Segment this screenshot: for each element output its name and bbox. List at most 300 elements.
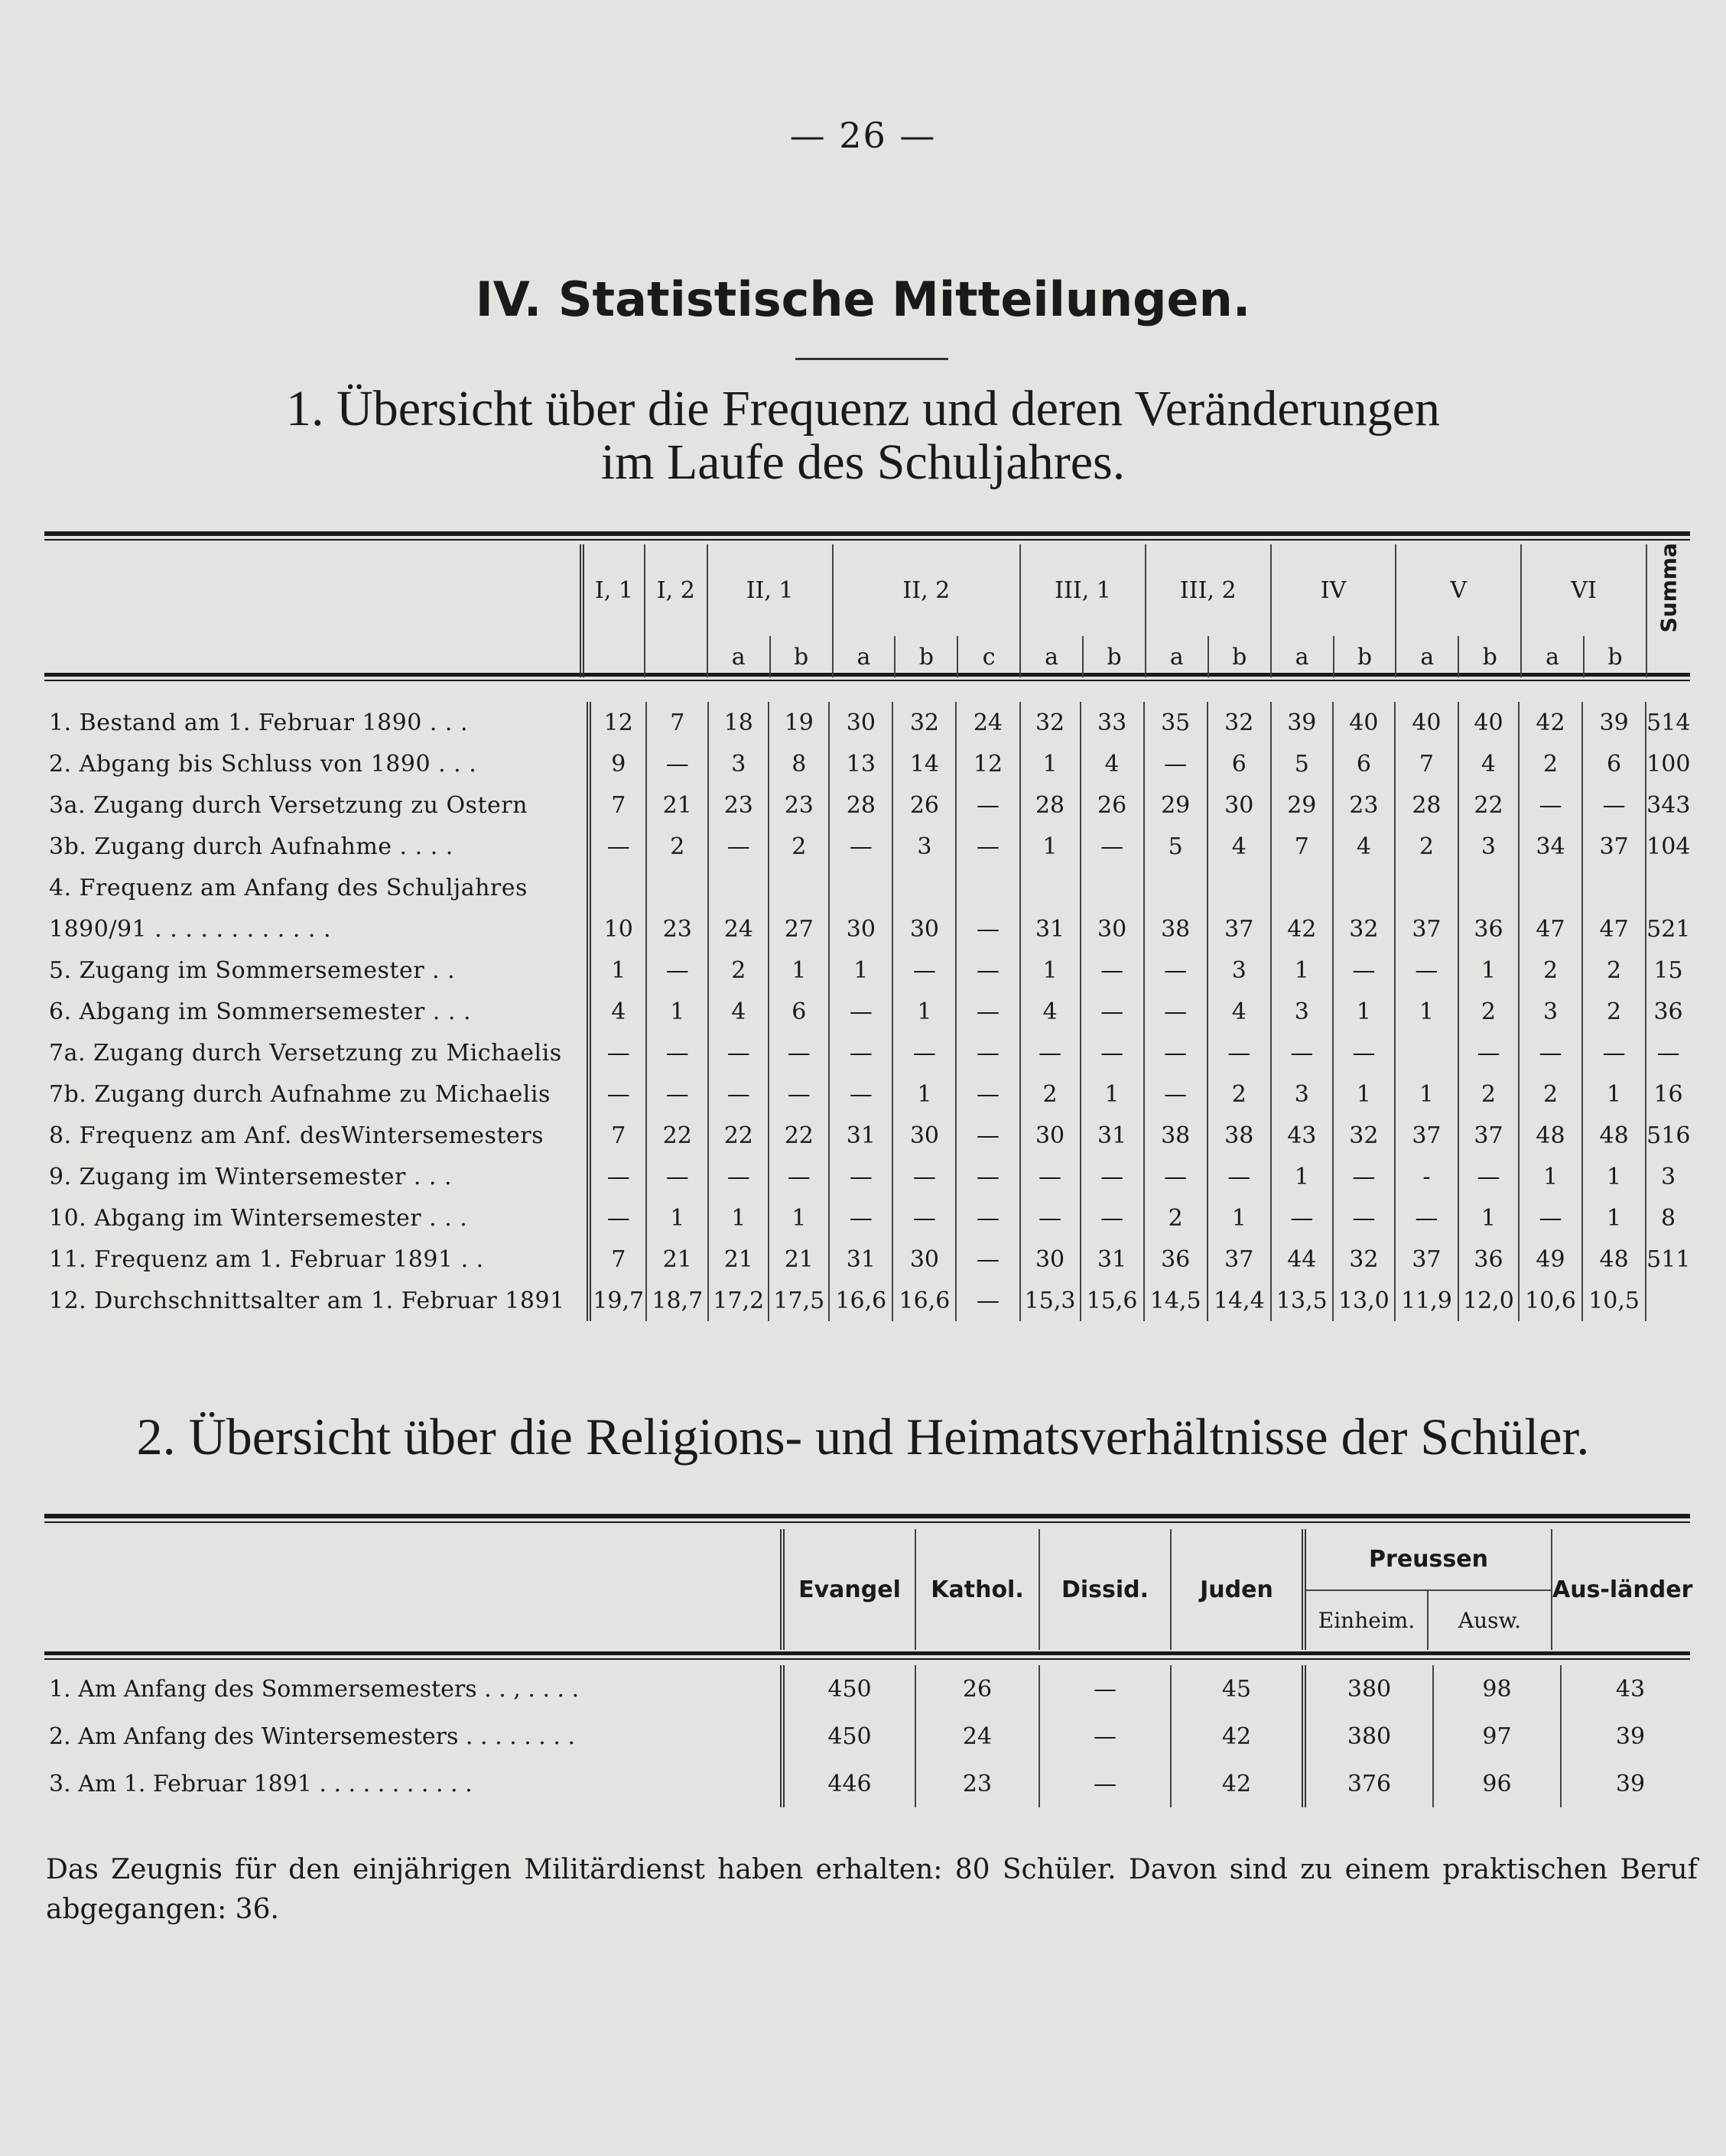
table1-cell: 1 (1458, 1197, 1519, 1239)
hdr-preussen: Preussen (1304, 1529, 1552, 1590)
table1-cell (1333, 867, 1395, 908)
table1-cell: 1 (1020, 826, 1081, 867)
table1-cell: 4 (1020, 991, 1081, 1032)
table1-cell: 39 (1271, 702, 1333, 743)
table1-cell: 18,7 (646, 1280, 708, 1321)
table1-cell: 4 (1208, 826, 1271, 867)
table2-title: 2. Übersicht über die Religions- und Heimatsverhältnisse der Schüler. (136, 1408, 1590, 1466)
table1-cell: 42 (1519, 702, 1582, 743)
table1-cell: 7 (1271, 826, 1333, 867)
table1-cell (589, 867, 646, 908)
table1-cell: 3 (1271, 1073, 1333, 1115)
table1-cell: 7 (589, 1239, 646, 1280)
table1-cell: — (829, 1156, 892, 1197)
table1-cell: — (956, 1239, 1019, 1280)
table1-cell: 38 (1144, 1115, 1208, 1156)
table1-cell: 37 (1582, 826, 1646, 867)
table1-cell: — (892, 950, 956, 991)
table1-cell: 4 (708, 991, 769, 1032)
footnote: Das Zeugnis für den einjährigen Militärdienst haben erhalten: 80 Schüler. Davon sind zu einem praktischen Beruf abgegangen: 36. (46, 1854, 1698, 1925)
table1-body (44, 702, 1690, 1321)
table1-cell: 13,5 (1271, 1280, 1333, 1321)
table2-cell: 97 (1433, 1713, 1561, 1760)
table1-cell: 12 (589, 702, 646, 743)
table1-cell: 1 (892, 991, 956, 1032)
table2-row (44, 1713, 1699, 1760)
table1-cell: 48 (1582, 1115, 1646, 1156)
table1-cell: — (646, 743, 708, 784)
table1-cell: — (1458, 1156, 1519, 1197)
row-label: 9. Zugang im Wintersemester . . . (49, 1163, 453, 1190)
col-header-VI: VI (1521, 544, 1646, 636)
table1-cell: — (956, 1073, 1019, 1115)
table1-cell (892, 867, 956, 908)
table1-cell: 14,5 (1144, 1280, 1208, 1321)
table1-cell: — (829, 1197, 892, 1239)
table1-cell: — (708, 826, 769, 867)
section-title: IV. Statistische Mitteilungen. (475, 271, 1251, 327)
table1-cell: 35 (1144, 702, 1208, 743)
table1-cell: 1 (1208, 1197, 1271, 1239)
table1-cell: 29 (1271, 784, 1333, 826)
table1-cell: — (769, 1073, 829, 1115)
table1-title-line2: im Laufe des Schuljahres. (600, 434, 1126, 490)
table2-cell: 446 (782, 1760, 915, 1807)
table1-header-rule-thin (44, 680, 1690, 681)
table1-cell: 16,6 (892, 1280, 956, 1321)
table1-row (44, 1032, 1690, 1073)
summa-cell: 8 (1646, 1197, 1690, 1239)
table1-cell: — (708, 1032, 769, 1073)
table1-cell: 31 (1020, 908, 1081, 950)
table1-title-line1: 1. Übersicht über die Frequenz und deren Veränderungen (286, 381, 1440, 437)
table1-cell: — (956, 908, 1019, 950)
table1-cell (1458, 867, 1519, 908)
table1-header (44, 544, 1690, 677)
subcol-header: a (1020, 636, 1083, 677)
row-label: 12. Durchschnittsalter am 1. Februar 1891 (49, 1287, 565, 1314)
row-label: 4. Frequenz am Anfang des Schuljahres (49, 874, 528, 901)
summa-cell: — (1646, 1032, 1690, 1073)
table1-cell: — (1144, 1073, 1208, 1115)
subcol-header: a (1396, 636, 1458, 677)
subcol-header: b (1584, 636, 1646, 677)
table2-cell: 450 (782, 1665, 915, 1713)
table1-cell: 1 (708, 1197, 769, 1239)
table1-cell: 37 (1208, 908, 1271, 950)
table1-cell: 1 (1458, 950, 1519, 991)
table1-cell: 2 (1144, 1197, 1208, 1239)
table1-cell: — (1271, 1032, 1333, 1073)
table1-cell (1208, 867, 1271, 908)
table1-cell: 1 (589, 950, 646, 991)
table1-cell: 2 (1208, 1073, 1271, 1115)
subcol-header (645, 636, 707, 677)
summa-cell: 100 (1646, 743, 1690, 784)
table1-cell: 6 (769, 991, 829, 1032)
table1-cell: — (956, 1197, 1019, 1239)
table1-cell: — (1020, 1032, 1081, 1073)
table2-top-rule-thin (44, 1521, 1690, 1523)
table1-cell: 2 (1458, 1073, 1519, 1115)
summa-cell (1646, 1280, 1690, 1321)
table1-cell: 4 (589, 991, 646, 1032)
table1-cell: 9 (589, 743, 646, 784)
table1-cell: — (646, 1032, 708, 1073)
table1-cell: — (646, 1156, 708, 1197)
table1-cell: 44 (1271, 1239, 1333, 1280)
table1-cell (1395, 867, 1458, 908)
table1-row (44, 1073, 1690, 1115)
table1-top-rule-thin (44, 539, 1690, 541)
table1-cell: — (1208, 1032, 1271, 1073)
table1-cell: 12 (956, 743, 1019, 784)
table1-cell: 3 (1458, 826, 1519, 867)
table1-cell: — (1144, 991, 1208, 1032)
table1-cell: — (1144, 950, 1208, 991)
table1-cell: 1 (1395, 991, 1458, 1032)
table1-cell: 42 (1271, 908, 1333, 950)
table1-cell: 3 (1208, 950, 1271, 991)
table1-cell: 32 (1020, 702, 1081, 743)
row-label: 2. Am Anfang des Wintersemesters . . . . . . . . (49, 1723, 575, 1750)
col-header-II2: II, 2 (833, 544, 1021, 636)
col-header-I2: I, 2 (645, 544, 707, 636)
table1-cell: — (1395, 950, 1458, 991)
table1-cell: 40 (1333, 702, 1395, 743)
row-label: 11. Frequenz am 1. Februar 1891 . . (49, 1245, 484, 1273)
table1-cell: 1 (769, 950, 829, 991)
table1-cell: 3 (892, 826, 956, 867)
table1-cell: — (1333, 1156, 1395, 1197)
subcol-header: b (1208, 636, 1271, 677)
table1-cell: — (1144, 1156, 1208, 1197)
table1-cell: — (892, 1156, 956, 1197)
table1-cell: 3 (1519, 991, 1582, 1032)
table1-cell: 23 (1333, 784, 1395, 826)
row-label: 7a. Zugang durch Versetzung zu Michaelis (49, 1039, 562, 1067)
table1-cell: 2 (1458, 991, 1519, 1032)
table1-row (44, 784, 1690, 826)
table1-cell: 1 (1081, 1073, 1144, 1115)
table1-cell: — (829, 826, 892, 867)
table1-cell (1020, 867, 1081, 908)
table1-cell: 38 (1208, 1115, 1271, 1156)
row-label: 1. Am Anfang des Sommersemesters . . , . . . . (49, 1675, 580, 1703)
table1-cell: — (1020, 1156, 1081, 1197)
table1-cell (1582, 867, 1646, 908)
table1-cell: 1 (892, 1073, 956, 1115)
table1-cell: 30 (829, 908, 892, 950)
table1-cell: 26 (1081, 784, 1144, 826)
table1-cell: 21 (708, 1239, 769, 1280)
table1-cell: 47 (1519, 908, 1582, 950)
hdr-auslaender: Aus-länder (1552, 1529, 1690, 1650)
table2-cell: 24 (915, 1713, 1039, 1760)
row-label: 3. Am 1. Februar 1891 . . . . . . . . . . . (49, 1770, 473, 1797)
col-header-IV: IV (1271, 544, 1396, 636)
table1-cell: — (956, 826, 1019, 867)
table1-cell: 11,9 (1395, 1280, 1458, 1321)
table1-cell: 22 (646, 1115, 708, 1156)
table2-cell: 43 (1561, 1665, 1699, 1713)
table1-cell (769, 867, 829, 908)
table1-cell: 30 (892, 1239, 956, 1280)
table1-cell: 15,3 (1020, 1280, 1081, 1321)
table1-cell: — (1333, 1197, 1395, 1239)
subcol-header: b (1083, 636, 1146, 677)
hdr-ausw: Ausw. (1428, 1590, 1552, 1650)
summa-cell: 36 (1646, 991, 1690, 1032)
table1-cell: 8 (769, 743, 829, 784)
table1-cell: 1 (1582, 1073, 1646, 1115)
table1-cell: — (1081, 1197, 1144, 1239)
table1-cell: 7 (589, 784, 646, 826)
table1-cell: 1 (1519, 1156, 1582, 1197)
table1-cell: — (589, 1032, 646, 1073)
table1-cell: 28 (1020, 784, 1081, 826)
col-header-III1: III, 1 (1020, 544, 1146, 636)
table1-cell: 7 (646, 702, 708, 743)
table1-cell: 23 (708, 784, 769, 826)
table1-cell: 2 (1519, 950, 1582, 991)
table1-cell: 22 (1458, 784, 1519, 826)
table1-cell: 31 (829, 1239, 892, 1280)
subcol-header (582, 636, 645, 677)
table2-header-rule-thin (44, 1658, 1690, 1660)
summa-cell: 3 (1646, 1156, 1690, 1197)
subcol-header: a (707, 636, 770, 677)
table2-cell: — (1039, 1665, 1171, 1713)
table1-cell: 19,7 (589, 1280, 646, 1321)
table1-cell: 28 (829, 784, 892, 826)
table1-cell: 1 (646, 1197, 708, 1239)
hdr-dissid: Dissid. (1039, 1529, 1171, 1650)
table1-cell: 30 (1081, 908, 1144, 950)
table1-cell (1081, 867, 1144, 908)
table1-top-rule (44, 531, 1690, 536)
table1-cell: — (589, 826, 646, 867)
subcol-header: a (833, 636, 896, 677)
table1-cell: 22 (708, 1115, 769, 1156)
table1-row (44, 743, 1690, 784)
table1-cell: — (1020, 1197, 1081, 1239)
table1-cell: 30 (892, 1115, 956, 1156)
table1-cell: 38 (1144, 908, 1208, 950)
table1-cell: — (1208, 1156, 1271, 1197)
table1-cell: 2 (646, 826, 708, 867)
table1-cell: — (1333, 950, 1395, 991)
table1-cell: — (1582, 1032, 1646, 1073)
table1-cell: 32 (1208, 702, 1271, 743)
table2-cell: 376 (1304, 1760, 1433, 1807)
row-label: 8. Frequenz am Anf. desWintersemesters (49, 1122, 544, 1149)
table1-cell: 7 (1395, 743, 1458, 784)
table1-cell (646, 867, 708, 908)
table1-cell: 14,4 (1208, 1280, 1271, 1321)
table2-row (44, 1760, 1699, 1807)
row-label: 1. Bestand am 1. Februar 1890 . . . (49, 709, 469, 736)
subcol-header: b (895, 636, 957, 677)
col-header-II1: II, 1 (707, 544, 833, 636)
table1-cell: — (956, 784, 1019, 826)
table1-cell: 36 (1144, 1239, 1208, 1280)
table1-cell (1144, 867, 1208, 908)
table1-cell: — (956, 1280, 1019, 1321)
table1-cell: 30 (1208, 784, 1271, 826)
table2-cell: 39 (1561, 1760, 1699, 1807)
row-label: 7b. Zugang durch Aufnahme zu Michaelis (49, 1080, 551, 1108)
table1-cell: 2 (1582, 950, 1646, 991)
table1-cell: — (829, 1073, 892, 1115)
table1-cell: 37 (1208, 1239, 1271, 1280)
table1-cell: 31 (1081, 1115, 1144, 1156)
summa-cell: 516 (1646, 1115, 1690, 1156)
table1-row (44, 826, 1690, 867)
table1-cell: 10 (589, 908, 646, 950)
subcol-header: b (770, 636, 833, 677)
table1-row (44, 1280, 1690, 1321)
table1-cell: — (589, 1073, 646, 1115)
table1-cell: 2 (708, 950, 769, 991)
table1-cell: 2 (1519, 743, 1582, 784)
table1-cell: 10,5 (1582, 1280, 1646, 1321)
table1-cell: 1 (769, 1197, 829, 1239)
table1-cell: — (708, 1156, 769, 1197)
table1-cell: — (769, 1032, 829, 1073)
table1-cell: — (829, 991, 892, 1032)
subcol-header: b (1458, 636, 1521, 677)
table1-row (44, 1197, 1690, 1239)
row-label: 1890/91 . . . . . . . . . . . . (49, 915, 331, 943)
subcol-header: a (1146, 636, 1208, 677)
table1-cell: — (646, 950, 708, 991)
title-rule (795, 358, 948, 360)
subcol-header: a (1271, 636, 1334, 677)
table1-cell (708, 867, 769, 908)
page-number: — 26 — (789, 115, 937, 156)
table1-cell: 39 (1582, 702, 1646, 743)
table2-cell: 23 (915, 1760, 1039, 1807)
table1-cell: — (1271, 1197, 1333, 1239)
table1-cell: 12,0 (1458, 1280, 1519, 1321)
hdr-evangel: Evangel (782, 1529, 915, 1650)
table1-cell: 22 (769, 1115, 829, 1156)
table2-cell: 45 (1171, 1665, 1304, 1713)
table1-cell: 4 (1458, 743, 1519, 784)
table1-cell: 40 (1458, 702, 1519, 743)
table1-cell: — (1519, 1197, 1582, 1239)
table1-cell: 5 (1271, 743, 1333, 784)
table1-cell: 37 (1395, 908, 1458, 950)
table1-cell: 1 (1395, 1073, 1458, 1115)
summa-cell: 521 (1646, 908, 1690, 950)
table1-cell: — (1582, 784, 1646, 826)
table1-cell: — (1519, 784, 1582, 826)
table1-cell: 1 (1020, 950, 1081, 991)
table1-cell: - (1395, 1156, 1458, 1197)
table1-cell: 36 (1458, 1239, 1519, 1280)
table2-cell: 96 (1433, 1760, 1561, 1807)
summa-cell: 343 (1646, 784, 1690, 826)
table1-cell: 33 (1081, 702, 1144, 743)
table1-cell: — (589, 1156, 646, 1197)
table1-cell: 24 (708, 908, 769, 950)
table1-cell (1271, 867, 1333, 908)
table1-cell: 3 (1271, 991, 1333, 1032)
table1-cell: 23 (646, 908, 708, 950)
table1-cell: 17,5 (769, 1280, 829, 1321)
table1-cell: 30 (829, 702, 892, 743)
table1-cell: — (1458, 1032, 1519, 1073)
subcol-header: c (957, 636, 1020, 677)
table1-cell: 26 (892, 784, 956, 826)
table2-cell: 450 (782, 1713, 915, 1760)
table1-cell: — (1144, 743, 1208, 784)
table1-cell: 21 (646, 784, 708, 826)
table1-cell: — (956, 1032, 1019, 1073)
table1-cell (1519, 867, 1582, 908)
hdr-kathol: Kathol. (915, 1529, 1039, 1650)
table2-row (44, 1665, 1699, 1713)
table1-cell: — (956, 1156, 1019, 1197)
table1-cell (956, 867, 1019, 908)
table1-row (44, 991, 1690, 1032)
col-header-summa-cell (1646, 544, 1690, 677)
table2-cell: 380 (1304, 1713, 1433, 1760)
table1-cell: 34 (1519, 826, 1582, 867)
table1-cell: 6 (1333, 743, 1395, 784)
row-label: 5. Zugang im Sommersemester . . (49, 956, 456, 984)
summa-cell: 15 (1646, 950, 1690, 991)
table1-cell: 1 (829, 950, 892, 991)
table1-cell: — (1333, 1032, 1395, 1073)
table1-cell: — (1081, 1032, 1144, 1073)
table1-cell: — (956, 950, 1019, 991)
col-header-summa: Summa (1656, 542, 1682, 632)
table1-cell: 18 (708, 702, 769, 743)
table1-cell: 1 (1271, 950, 1333, 991)
table1-cell: 30 (1020, 1239, 1081, 1280)
table1-cell: 31 (1081, 1239, 1144, 1280)
table2-cell: 98 (1433, 1665, 1561, 1713)
subcol-header: b (1334, 636, 1396, 677)
table1-cell: 17,2 (708, 1280, 769, 1321)
table1-cell: 37 (1458, 1115, 1519, 1156)
table1-cell: 47 (1582, 908, 1646, 950)
table1-cell: — (646, 1073, 708, 1115)
table1-cell: 48 (1582, 1239, 1646, 1280)
table1-cell: 13,0 (1333, 1280, 1395, 1321)
table1-row (44, 702, 1690, 743)
table1-cell: 1 (1271, 1156, 1333, 1197)
table1-cell: — (956, 1115, 1019, 1156)
row-label: 6. Abgang im Sommersemester . . . (49, 998, 471, 1025)
table1-cell (829, 867, 892, 908)
table1-cell: 30 (1020, 1115, 1081, 1156)
table1-cell: 4 (1208, 991, 1271, 1032)
table1-cell: 13 (829, 743, 892, 784)
table1-cell: 1 (646, 991, 708, 1032)
table1-cell: 6 (1208, 743, 1271, 784)
hdr-juden: Juden (1171, 1529, 1304, 1650)
table1-cell: 32 (1333, 908, 1395, 950)
col-header-V: V (1396, 544, 1521, 636)
table1-cell: 23 (769, 784, 829, 826)
table1-cell: 30 (892, 908, 956, 950)
table1-cell: 4 (1081, 743, 1144, 784)
table2-header-rule (44, 1651, 1690, 1655)
